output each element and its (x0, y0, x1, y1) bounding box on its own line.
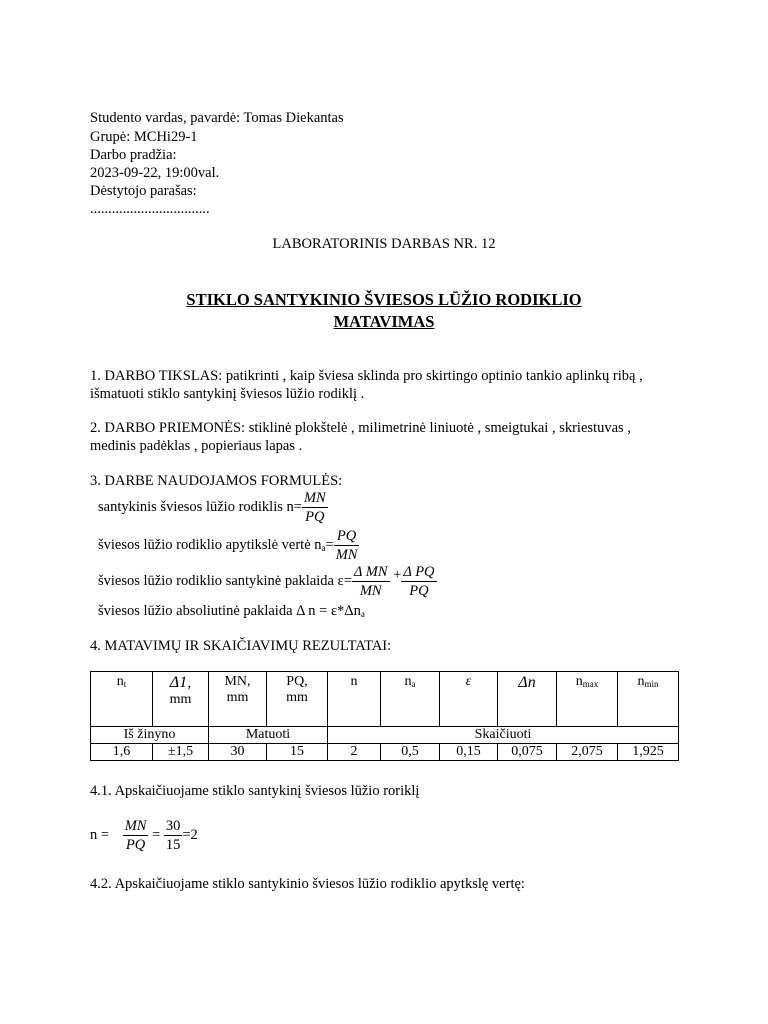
group-reference: Iš žinyno (91, 727, 209, 744)
calc-result: =2 (182, 826, 198, 843)
formula-relative-index (98, 489, 328, 526)
results-table (90, 671, 679, 761)
calc-denominator2: 15 (165, 837, 181, 853)
section42-heading: 4.2. Apskaičiuojame stiklo santykinio šviesos lūžio rodiklio apytkslę vertę: (90, 876, 525, 892)
calc-numerator2: 30 (165, 818, 181, 834)
calc-numerator1: MN (124, 818, 147, 834)
lab-title: LABORATORINIS DARBAS NR. 12 (272, 236, 496, 252)
main-title-line2: MATAVIMAS (333, 312, 435, 331)
formula3-fraction2 (401, 563, 436, 600)
formula3-plus: + (393, 566, 402, 583)
formula2-label: šviesos lūžio rodiklio apytikslė vertė n (98, 536, 322, 553)
value-nmax: 2,075 (557, 744, 618, 761)
calc-fraction2 (164, 817, 183, 854)
formula2-sub: a (321, 542, 326, 553)
calc-lhs: n = (90, 826, 110, 843)
header-pq: PQ, mm (267, 672, 328, 727)
formula2-denominator: MN (335, 547, 358, 563)
value-n: 2 (328, 744, 381, 761)
formula4-sub: a (360, 609, 365, 619)
header-na: $n_a$ (381, 672, 440, 727)
header-nt: $n_t$ (91, 672, 153, 727)
section4-heading: 4. MATAVIMŲ IR SKAIČIAVIMŲ REZULTATAI: (90, 638, 392, 654)
section1-line1: 1. DARBO TIKSLAS: patikrinti , kaip šviesa sklinda pro skirtingo optinio tankio aplinkų ribą , (90, 368, 643, 384)
header-nmax: $n_{max}$ (557, 672, 618, 727)
formula2-fraction (334, 527, 360, 564)
header-delta-l: Δ1, mm (153, 672, 209, 727)
start-value: 2023-09-22, 19:00val. (90, 165, 220, 181)
header-mn: MN, mm (209, 672, 267, 727)
main-title-line1: STIKLO SANTYKINIO ŠVIESOS LŪŽIO RODIKLIO (186, 290, 582, 309)
formula-relative-error (98, 563, 437, 600)
value-mn: 30 (209, 744, 267, 761)
group-calculated: Skaičiuoti (328, 727, 679, 744)
header-n: n (328, 672, 381, 727)
formula3-denominator2: PQ (409, 583, 429, 599)
header-nmin: $n_{min}$ (618, 672, 679, 727)
formula1-numerator: MN (303, 490, 326, 506)
formula1-label: santykinis šviesos lūžio rodiklis n= (98, 498, 302, 515)
group: Grupė: MCHi29-1 (90, 129, 198, 145)
header-epsilon: ε (440, 672, 498, 727)
value-nmin: 1,925 (618, 744, 679, 761)
section2-line1: 2. DARBO PRIEMONĖS: stiklinė plokštelė , milimetrinė liniuotė , smeigtukai , skriestuvas , (90, 420, 631, 436)
table-row (91, 744, 679, 761)
formula3-numerator2: Δ PQ (403, 564, 435, 580)
header-delta-n: Δn (498, 672, 557, 727)
signature-label: Dėstytojo parašas: (90, 183, 197, 199)
value-epsilon: 0,15 (440, 744, 498, 761)
formula2-eq: = (325, 536, 334, 553)
value-pq: 15 (267, 744, 328, 761)
section2-line2: medinis padėklas , popieriaus lapas . (90, 438, 303, 454)
table-header-row (91, 672, 679, 727)
group-measured: Matuoti (209, 727, 328, 744)
value-nt: 1,6 (91, 744, 153, 761)
formula1-denominator: PQ (305, 509, 325, 525)
section41-heading: 4.1. Apskaičiuojame stiklo santykinį šviesos lūžio roriklį (90, 783, 420, 799)
formula3-denominator1: MN (359, 583, 382, 599)
formula3-numerator1: Δ MN (353, 564, 388, 580)
calc-relative-index (90, 817, 198, 854)
section3-heading: 3. DARBE NAUDOJAMOS FORMULĖS: (90, 473, 343, 489)
calc-fraction1 (123, 817, 149, 854)
formula4-expr: Δ n = ε*Δn (296, 603, 361, 619)
formula1-fraction (302, 489, 328, 526)
formula2-numerator: PQ (334, 527, 360, 546)
formula3-label: šviesos lūžio rodiklio santykinė paklaida ε= (98, 572, 352, 589)
table-group-row (91, 727, 679, 744)
calc-eq: = (152, 826, 161, 843)
formula-absolute-error (98, 603, 365, 620)
value-delta-l: ±1,5 (153, 744, 209, 761)
value-na: 0,5 (381, 744, 440, 761)
start-label: Darbo pradžia: (90, 147, 177, 163)
formula3-fraction1 (352, 563, 390, 600)
formula4-label: šviesos lūžio absoliutinė paklaida (98, 603, 293, 619)
signature-line: ................................. (90, 201, 210, 217)
calc-denominator1: PQ (125, 837, 146, 853)
formula-approx-value (98, 527, 359, 564)
section1-line2: išmatuoti stiklo santykinį šviesos lūžio rodiklį . (90, 386, 365, 402)
value-delta-n: 0,075 (498, 744, 557, 761)
student-name: Studento vardas, pavardė: Tomas Diekantas (90, 110, 344, 126)
